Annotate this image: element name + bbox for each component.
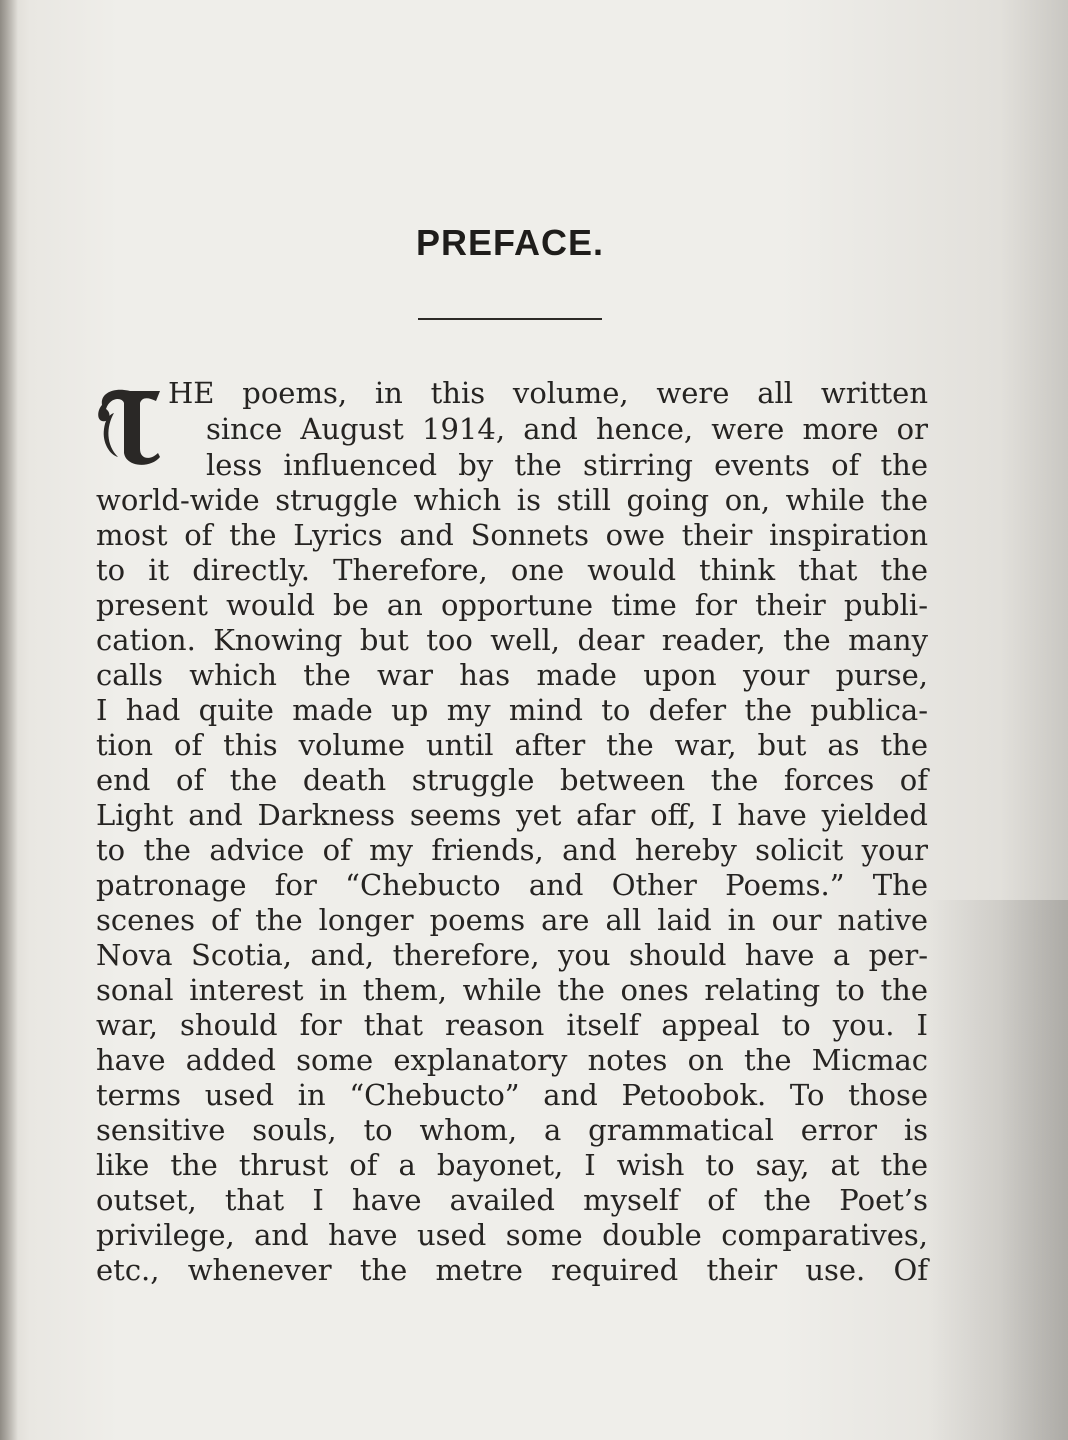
preface-line-4: world-wide struggle which is still going on, while the [96,483,928,517]
preface-line-18: sonal interest in them, while the ones relating to the [96,973,928,1007]
preface-line-20: have added some explanatory notes on the Micmac [96,1043,928,1077]
preface-line-3: less influenced by the stirring events of the [206,448,928,482]
preface-line-2: since August 1914, and hence, were more or [206,412,928,446]
preface-line-15: patronage for “Chebucto and Other Poems.” The [96,868,928,902]
preface-line-26: etc., whenever the metre required their use. Of [96,1253,928,1287]
preface-line-1: HE poems, in this volume, were all written [168,376,928,410]
preface-line-14: to the advice of my friends, and hereby solicit your [96,833,928,867]
preface-line-11: tion of this volume until after the war, but as the [96,728,928,762]
preface-line-9: calls which the war has made upon your purse, [96,658,928,692]
preface-line-5: most of the Lyrics and Sonnets owe their inspiration [96,518,928,552]
preface-line-24: outset, that I have availed myself of the Poet’s [96,1183,928,1217]
preface-line-23: like the thrust of a bayonet, I wish to say, at the [96,1148,928,1182]
page-title: PREFACE. [415,222,605,263]
drop-cap-letter [96,383,166,467]
preface-line-8: cation. Knowing but too well, dear reader, the many [96,623,928,657]
page-binding-shadow [0,0,18,1440]
preface-line-25: privilege, and have used some double comparatives, [96,1218,928,1252]
preface-line-10: I had quite made up my mind to defer the publica- [96,693,928,727]
preface-line-17: Nova Scotia, and, therefore, you should have a per- [96,938,928,972]
preface-line-13: Light and Darkness seems yet afar off, I have yielded [96,798,928,832]
preface-line-22: sensitive souls, to whom, a grammatical error is [96,1113,928,1147]
preface-line-16: scenes of the longer poems are all laid in our native [96,903,928,937]
preface-line-6: to it directly. Therefore, one would think that the [96,553,928,587]
page-edge-shadow [928,900,1068,1440]
preface-line-7: present would be an opportune time for their publi- [96,588,928,622]
title-divider [418,318,602,320]
preface-line-19: war, should for that reason itself appeal to you. I [96,1008,928,1042]
preface-line-12: end of the death struggle between the forces of [96,763,928,797]
preface-line-21: terms used in “Chebucto” and Petoobok. To those [96,1078,928,1112]
